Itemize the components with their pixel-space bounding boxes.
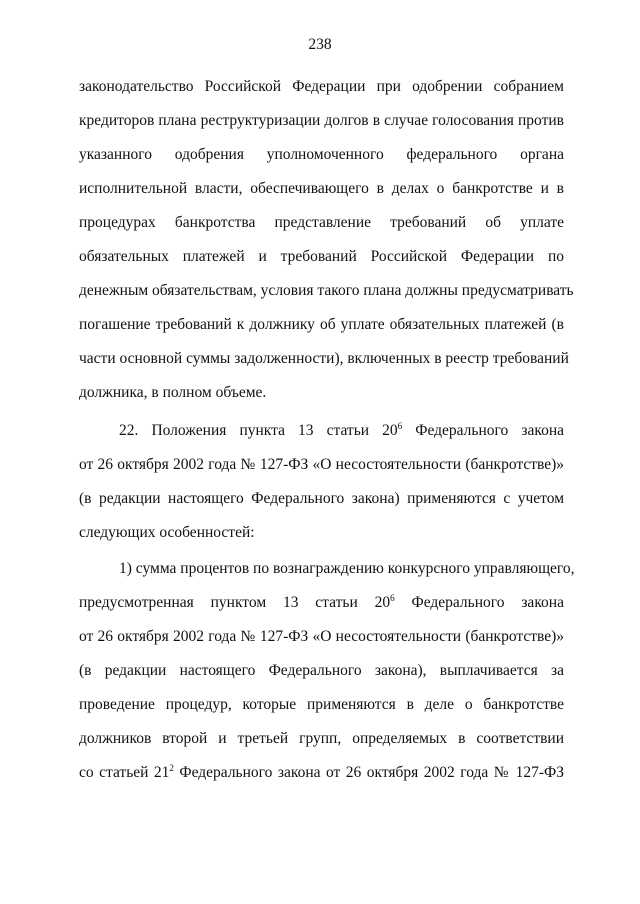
text-fragment: со статьей 21 (79, 764, 170, 781)
text-fragment: Федерального закона от 26 октября 2002 года № 127-ФЗ (173, 764, 564, 781)
text-line: погашение требований к должнику об уплате обязательных платежей (в (79, 316, 564, 333)
paragraph-22 (79, 414, 564, 550)
superscript: 6 (390, 593, 395, 603)
text-line: (в редакции настоящего Федерального закона) применяются с учетом (79, 490, 564, 507)
text-line: следующих особенностей: (79, 524, 255, 541)
superscript: 2 (169, 763, 174, 773)
text-fragment: Федерального закона (394, 594, 564, 611)
text-line (79, 756, 564, 790)
page-number: 238 (308, 36, 332, 53)
text-line: должников второй и третьей групп, определяемых в соответствии (79, 730, 564, 747)
text-fragment: предусмотренная пунктом 13 статьи 20 (79, 594, 391, 611)
text-line (79, 414, 564, 448)
text-line (79, 586, 564, 620)
text-line: проведение процедур, которые применяются в деле о банкротстве (79, 696, 564, 713)
text-line: кредиторов плана реструктуризации долгов в случае голосования против (79, 112, 564, 129)
text-line: денежным обязательствам, условия такого плана должны предусматривать (79, 282, 574, 299)
text-line: законодательство Российской Федерации при одобрении собранием (79, 78, 564, 95)
superscript: 6 (397, 421, 403, 431)
text-fragment: 22. Положения пункта 13 статьи 20 (119, 422, 398, 439)
text-line: процедурах банкротства представление требований об уплате (79, 214, 564, 231)
text-line: от 26 октября 2002 года № 127-ФЗ «О несостоятельности (банкротстве)» (79, 456, 564, 473)
text-line: (в редакции настоящего Федерального закона), выплачивается за (79, 662, 564, 679)
paragraph-item-1 (79, 552, 575, 790)
paragraph-continuation (79, 70, 574, 410)
text-line: исполнительной власти, обеспечивающего в делах о банкротстве и в (79, 180, 564, 197)
text-line: обязательных платежей и требований Российской Федерации по (79, 248, 564, 265)
text-line: указанного одобрения уполномоченного федерального органа (79, 146, 564, 163)
text-line: 1) сумма процентов по вознаграждению конкурсного управляющего, (119, 560, 575, 577)
text-line: должника, в полном объеме. (79, 384, 267, 401)
text-fragment: Федерального закона (402, 422, 564, 439)
text-line: части основной суммы задолженности), включенных в реестр требований (79, 350, 569, 367)
text-line: от 26 октября 2002 года № 127-ФЗ «О несостоятельности (банкротстве)» (79, 628, 564, 645)
